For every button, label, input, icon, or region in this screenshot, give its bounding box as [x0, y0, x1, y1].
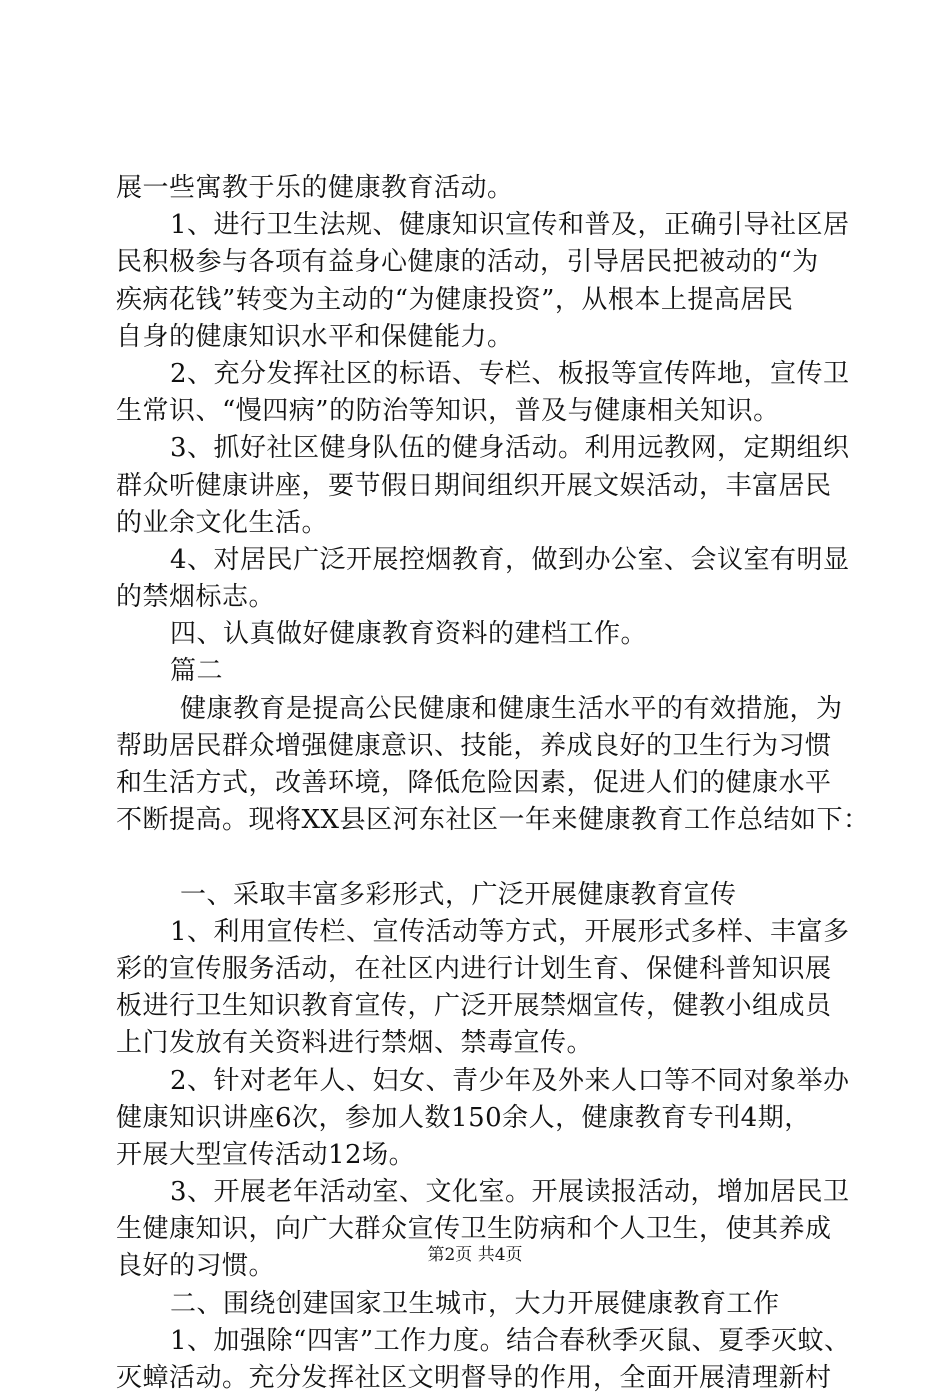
part-heading: 篇二	[170, 656, 224, 687]
text-line: 群众听健康讲座，要节假日期间组织开展文娱活动，丰富居民	[116, 470, 832, 501]
text-line: 板进行卫生知识教育宣传，广泛开展禁烟宣传，健教小组成员	[116, 991, 832, 1022]
text-line: 3、开展老年活动室、文化室。开展读报活动，增加居民卫	[170, 1177, 850, 1208]
text-line: 彩的宣传服务活动，在社区内进行计划生育、保健科普知识展	[116, 953, 832, 984]
text-line: 3、抓好社区健身队伍的健身活动。利用远教网，定期组织	[170, 433, 850, 464]
text-line: 和生活方式，改善环境，降低危险因素，促进人们的健康水平	[116, 768, 832, 798]
section-heading: 四、认真做好健康教育资料的建档工作。	[170, 619, 648, 650]
text-line: 1、进行卫生法规、健康知识宣传和普及，正确引导社区居	[170, 210, 850, 241]
text-line: 1、利用宣传栏、宣传活动等方式，开展形式多样、丰富多	[170, 916, 850, 947]
text-line: 健康知识讲座6次，参加人数150余人，健康教育专刊4期，	[116, 1102, 811, 1133]
text-line: 展一些寓教于乐的健康教育活动。	[116, 173, 514, 203]
text-line: 健康教育是提高公民健康和健康生活水平的有效措施，为	[180, 693, 843, 724]
page-number-footer: 第2页 共4页	[427, 1245, 523, 1265]
text-line: 疾病花钱”转变为主动的“为健康投资”，从根本上提高居民	[116, 284, 794, 315]
text-line: 不断提高。现将XX县区河东社区一年来健康教育工作总结如下：	[116, 805, 870, 836]
text-line: 灭蟑活动。充分发挥社区文明督导的作用，全面开展清理新村	[116, 1363, 832, 1393]
text-line: 4、对居民广泛开展控烟教育，做到办公室、会议室有明显	[170, 544, 850, 575]
paragraph-gap	[116, 839, 836, 876]
text-line: 2、针对老年人、妇女、青少年及外来人口等不同对象举办	[170, 1065, 850, 1096]
text-line: 的禁烟标志。	[116, 582, 276, 613]
text-line: 1、加强除“四害”工作力度。结合春秋季灭鼠、夏季灭蚊、	[170, 1325, 851, 1356]
text-line: 上门发放有关资料进行禁烟、禁毒宣传。	[116, 1028, 594, 1059]
text-line: 帮助居民群众增强健康意识、技能，养成良好的卫生行为习惯	[116, 730, 832, 761]
text-line: 民积极参与各项有益身心健康的活动，引导居民把被动的“为	[116, 247, 819, 278]
document-body	[116, 170, 870, 1397]
text-line: 良好的习惯。	[116, 1251, 276, 1282]
text-line: 2、充分发挥社区的标语、专栏、板报等宣传阵地，宣传卫	[170, 358, 850, 389]
text-line: 开展大型宣传活动12场。	[116, 1139, 416, 1170]
section-heading: 二、围绕创建国家卫生城市，大力开展健康教育工作	[170, 1288, 780, 1319]
text-line: 自身的健康知识水平和保健能力。	[116, 321, 514, 352]
section-heading: 一、采取丰富多彩形式，广泛开展健康教育宣传	[180, 879, 737, 910]
text-line: 生健康知识，向广大群众宣传卫生防病和个人卫生，使其养成	[116, 1214, 832, 1245]
text-line: 的业余文化生活。	[116, 507, 329, 538]
text-line: 生常识、“慢四病”的防治等知识，普及与健康相关知识。	[116, 396, 780, 427]
